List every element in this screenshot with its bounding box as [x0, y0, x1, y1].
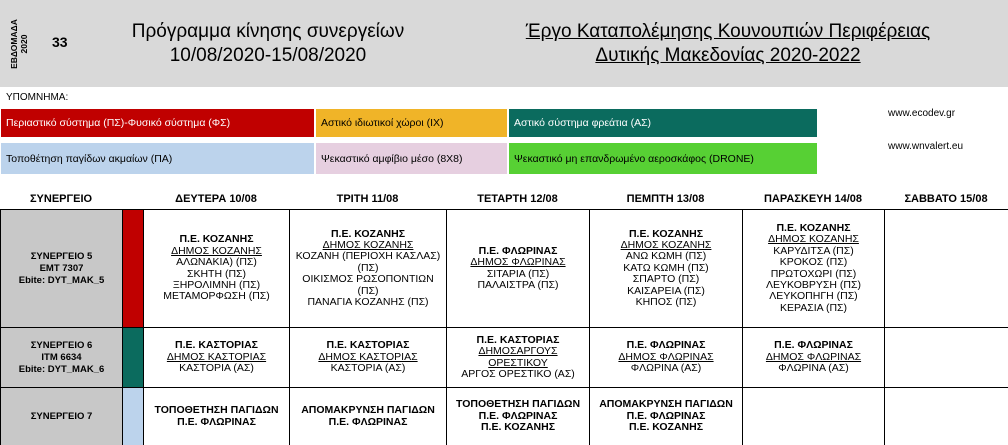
- cell-location: ΚΡΟΚΟΣ (ΠΣ): [779, 256, 848, 269]
- schedule-cell: [742, 327, 885, 388]
- cell-location: ΚΑΣΤΟΡΙΑ (ΑΣ): [179, 362, 254, 375]
- cell-municipality: ΔΗΜΟΣ ΚΑΣΤΟΡΙΑΣ: [166, 350, 267, 363]
- schedule-cell: [742, 387, 885, 445]
- schedule-cell: [289, 209, 447, 328]
- cell-location: ΜΕΤΑΜΟΡΦΩΣΗ (ΠΣ): [163, 290, 270, 303]
- schedule-cell: [143, 327, 290, 388]
- schedule-column-header: ΤΕΤΑΡΤΗ 12/08: [477, 193, 558, 205]
- cell-task: Π.Ε. ΦΛΩΡΙΝΑΣ: [328, 415, 408, 428]
- program-title: [84, 20, 452, 68]
- legend-title: ΥΠΟΜΝΗΜΑ:: [6, 92, 69, 103]
- program-title-line2: 10/08/2020-15/08/2020: [169, 45, 367, 66]
- cell-location: ΚΑΡΥΔΙΤΣΑ (ΠΣ): [773, 244, 854, 257]
- cell-region: Π.Ε. ΦΛΩΡΙΝΑΣ: [774, 339, 853, 352]
- cell-location: (ΠΣ): [357, 261, 379, 274]
- crew-color-bar: [122, 387, 144, 445]
- cell-task: ΑΠΟΜΑΚΡΥΝΣΗ ΠΑΓΙΔΩΝ: [301, 404, 435, 417]
- crew-label: ΣΥΝΕΡΓΕΙΟ 7: [30, 410, 93, 422]
- schedule-cell: [446, 387, 590, 445]
- schedule-cell: [446, 327, 590, 388]
- cell-municipality: ΔΗΜΟΣ ΚΑΣΤΟΡΙΑΣ: [318, 350, 418, 363]
- cell-location: ΚΗΠΟΣ (ΠΣ): [635, 296, 697, 309]
- crew-label: ΣΥΝΕΡΓΕΙΟ 5 ΕΜΤ 7307 Ebite: DYT_MAK_5: [18, 250, 105, 286]
- week-label: [2, 6, 36, 82]
- legend-item: Αστικό σύστημα φρεάτια (ΑΣ): [508, 108, 818, 138]
- crew-cell: [0, 327, 123, 388]
- cell-region: Π.Ε. ΦΛΩΡΙΝΑΣ: [478, 244, 558, 257]
- legend-item: Τοποθέτηση παγίδων ακμαίων (ΠΑ): [0, 142, 315, 175]
- cell-location: (ΠΣ): [357, 284, 379, 297]
- legend-item: Αστικό ιδιωτικοί χώροι (ΙΧ): [315, 108, 508, 138]
- web-link-ecodev[interactable]: www.ecodev.gr: [888, 108, 956, 119]
- week-number: 33: [52, 34, 68, 50]
- schedule-cell: [589, 387, 743, 445]
- cell-region: Π.Ε. ΚΑΣΤΟΡΙΑΣ: [174, 339, 258, 352]
- cell-location: ΚΑΣΤΟΡΙΑ (ΑΣ): [330, 362, 406, 375]
- cell-location: ΟΙΚΙΣΜΟΣ ΡΩΣΟΠΟΝΤΙΩΝ: [302, 273, 434, 286]
- cell-location: ΞΗΡΟΛΙΜΝΗ (ΠΣ): [172, 278, 261, 291]
- cell-municipality: ΔΗΜΟΣ ΦΛΩΡΙΝΑΣ: [618, 350, 714, 363]
- cell-location: ΚΟΖΑΝΗ (ΠΕΡΙΟΧΗ ΚΑΣΛΑΣ): [295, 250, 441, 263]
- cell-municipality: ΔΗΜΟΣ ΦΛΩΡΙΝΑΣ: [765, 350, 862, 363]
- cell-region: Π.Ε. ΚΟΖΑΝΗΣ: [179, 233, 254, 246]
- project-title-line2: Δυτικής Μακεδονίας 2020-2022: [595, 45, 861, 66]
- cell-location: ΦΛΩΡΙΝΑ (ΑΣ): [778, 362, 849, 375]
- project-title: [458, 20, 998, 68]
- schedule-column-header: ΠΑΡΑΣΚΕΥΗ 14/08: [763, 193, 863, 205]
- web-link-wnvalert[interactable]: www.wnvalert.eu: [888, 141, 964, 152]
- week-label-text: ΕΒΔΟΜΑΔΑ 2020: [9, 19, 29, 69]
- cell-location: ΣΙΤΑΡΙΑ (ΠΣ): [486, 267, 550, 280]
- legend-item: Ψεκαστικό μη επανδρωμένο αεροσκάφος (DRONE): [508, 142, 818, 175]
- schedule-cell: [884, 327, 1008, 388]
- schedule-column-header: ΔΕΥΤΕΡΑ 10/08: [175, 193, 257, 205]
- cell-location: ΣΚΗΤΗ (ΠΣ): [186, 267, 247, 280]
- legend-item: Περιαστικό σύστημα (ΠΣ)-Φυσικό σύστημα (ΦΣ): [0, 108, 315, 138]
- cell-location: ΦΛΩΡΙΝΑ (ΑΣ): [630, 362, 702, 375]
- cell-task: ΤΟΠΟΘΕΤΗΣΗ ΠΑΓΙΔΩΝ: [455, 398, 581, 411]
- cell-location: ΣΠΑΡΤΟ (ΠΣ): [632, 273, 700, 286]
- crew-color-bar: [122, 209, 144, 328]
- cell-task: ΤΟΠΟΘΕΤΗΣΗ ΠΑΓΙΔΩΝ: [154, 404, 279, 417]
- schedule-column-header: ΣΑΒΒΑΤΟ 15/08: [904, 193, 988, 205]
- cell-task: Π.Ε. ΦΛΩΡΙΝΑΣ: [478, 409, 558, 422]
- schedule-cell: [884, 209, 1008, 328]
- crew-cell: [0, 209, 123, 328]
- cell-municipality: ΔΗΜΟΣΑΡΓΟΥΣ ΟΡΕΣΤΙΚΟΥ: [478, 345, 558, 369]
- header-band: [0, 0, 1008, 87]
- schedule-column-header: ΣΥΝΕΡΓΕΙΟ: [29, 193, 93, 205]
- schedule-cell: [289, 327, 447, 388]
- crew-cell: [0, 387, 123, 445]
- cell-municipality: ΔΗΜΟΣ ΚΟΖΑΝΗΣ: [171, 244, 262, 257]
- cell-region: Π.Ε. ΚΑΣΤΟΡΙΑΣ: [326, 339, 410, 352]
- cell-location: ΚΑΙΣΑΡΕΙΑ (ΠΣ): [627, 284, 705, 297]
- cell-location: ΑΛΩΝΑΚΙΑ) (ΠΣ): [176, 256, 257, 269]
- cell-task: Π.Ε. ΦΛΩΡΙΝΑΣ: [626, 409, 706, 422]
- schedule-column-header: ΤΡΙΤΗ 11/08: [336, 193, 399, 205]
- schedule-cell: [884, 387, 1008, 445]
- schedule-cell: [143, 209, 290, 328]
- cell-task: Π.Ε. ΦΛΩΡΙΝΑΣ: [177, 415, 256, 428]
- cell-region: Π.Ε. ΚΟΖΑΝΗΣ: [628, 227, 704, 240]
- cell-task: Π.Ε. ΚΟΖΑΝΗΣ: [480, 421, 556, 434]
- cell-task: Π.Ε. ΚΟΖΑΝΗΣ: [628, 421, 704, 434]
- cell-location: ΠΑΝΑΓΙΑ ΚΟΖΑΝΗΣ (ΠΣ): [307, 296, 429, 309]
- cell-location: ΠΡΩΤΟΧΩΡΙ (ΠΣ): [770, 267, 857, 280]
- cell-location: ΛΕΥΚΟΠΗΓΗ (ΠΣ): [769, 290, 858, 303]
- cell-location: ΚΕΡΑΣΙΑ (ΠΣ): [779, 301, 848, 314]
- program-title-line1: Πρόγραμμα κίνησης συνεργείων: [131, 21, 405, 42]
- crew-color-bar: [122, 327, 144, 388]
- cell-region: Π.Ε. ΚΟΖΑΝΗΣ: [330, 227, 406, 240]
- crew-label: ΣΥΝΕΡΓΕΙΟ 6 ΙΤΜ 6634 Ebite: DYT_MAK_6: [18, 339, 105, 375]
- schedule-table: [0, 209, 1008, 445]
- cell-municipality: ΔΗΜΟΣ ΚΟΖΑΝΗΣ: [620, 238, 712, 251]
- cell-region: Π.Ε. ΚΟΖΑΝΗΣ: [776, 221, 851, 234]
- schedule-cell: [742, 209, 885, 328]
- schedule-cell: [589, 327, 743, 388]
- cell-task: ΑΠΟΜΑΚΡΥΝΣΗ ΠΑΓΙΔΩΝ: [599, 398, 733, 411]
- legend-item: Ψεκαστικό αμφίβιο μέσο (8Χ8): [315, 142, 508, 175]
- schedule-cell: [289, 387, 447, 445]
- schedule-column-header: ΠΕΜΠΤΗ 13/08: [626, 193, 705, 205]
- cell-location: ΚΑΤΩ ΚΩΜΗ (ΠΣ): [623, 261, 709, 274]
- cell-location: ΛΕΥΚΟΒΡΥΣΗ (ΠΣ): [766, 278, 861, 291]
- cell-location: ΠΑΛΑΙΣΤΡΑ (ΠΣ): [477, 278, 559, 291]
- cell-region: Π.Ε. ΦΛΩΡΙΝΑΣ: [626, 339, 706, 352]
- schedule-cell: [143, 387, 290, 445]
- cell-location: ΑΝΩ ΚΩΜΗ (ΠΣ): [625, 250, 707, 263]
- cell-municipality: ΔΗΜΟΣ ΦΛΩΡΙΝΑΣ: [470, 256, 566, 269]
- cell-municipality: ΔΗΜΟΣ ΚΟΖΑΝΗΣ: [322, 238, 414, 251]
- schedule-cell: [446, 209, 590, 328]
- project-title-line1: Έργο Καταπολέμησης Κουνουπιών Περιφέρειας: [525, 21, 931, 42]
- cell-municipality: ΔΗΜΟΣ ΚΟΖΑΝΗΣ: [768, 233, 859, 246]
- cell-region: Π.Ε. ΚΑΣΤΟΡΙΑΣ: [476, 333, 560, 346]
- cell-location: ΑΡΓΟΣ ΟΡΕΣΤΙΚΟ (ΑΣ): [461, 367, 575, 380]
- schedule-cell: [589, 209, 743, 328]
